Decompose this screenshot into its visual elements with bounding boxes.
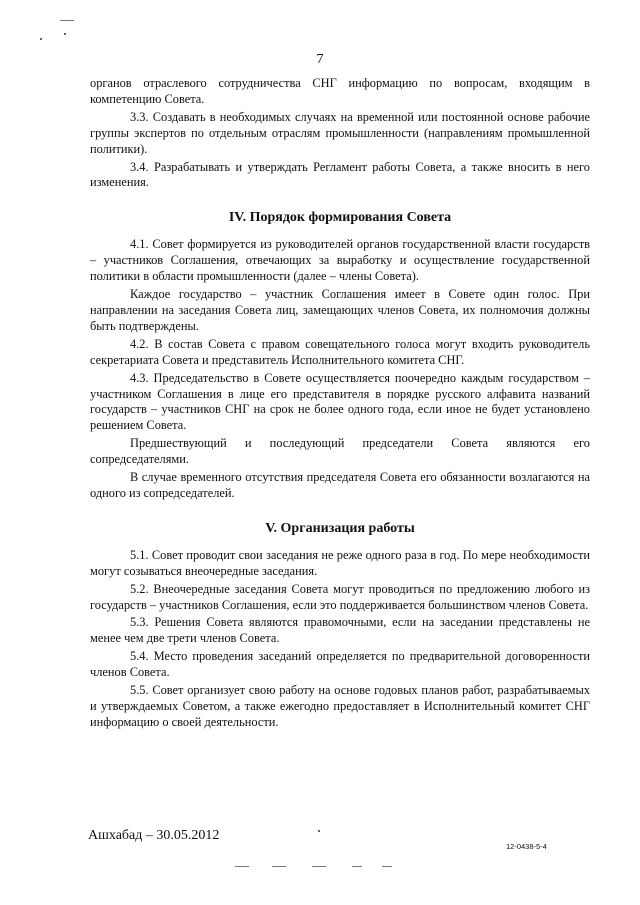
paragraph-5-5: 5.5. Совет организует свою работу на основе годовых планов работ, разрабатываемых и утверждаемых Советом, а также ежегодно предоставляет в Исполнительный комитет СНГ информацию о своей деятельности. — [90, 683, 590, 729]
scan-mark — [40, 38, 42, 40]
scan-mark — [235, 866, 249, 867]
section-heading-iv: IV. Порядок формирования Совета — [228, 210, 452, 226]
footer-place-date: Ашхабад – 30.05.2012 — [88, 828, 220, 843]
footer-doc-code: 12-0438-5-4 — [506, 842, 547, 851]
scan-mark — [60, 20, 74, 21]
paragraph-5-2: 5.2. Внеочередные заседания Совета могут проводиться по предложению любого из государств – участников Соглашения, если это поддерживается большинством членов Совета. — [90, 581, 590, 612]
scan-mark — [318, 830, 320, 832]
paragraph-4-2: 4.2. В состав Совета с правом совещательного голоса могут входить руководитель секретариата Совета и представитель Исполнительного комитета СНГ. — [90, 336, 590, 367]
section-heading-v: V. Организация работы — [265, 520, 415, 536]
paragraph-4-3: 4.3. Председательство в Совете осуществляется поочередно каждым государством – участником Соглашения в лице его представителя в порядке русского алфавита названий государств – участников СНГ на срок не более одного года, если иное не будет установлено решением Совета. — [90, 370, 590, 433]
paragraph-5-4: 5.4. Место проведения заседаний определяется по предварительной договоренности членов Совета. — [90, 649, 590, 680]
paragraph: Предшествующий и последующий председатели Совета являются его сопредседателями. — [90, 436, 590, 467]
paragraph: Каждое государство – участник Соглашения имеет в Совете один голос. При направлении на заседания Совета лиц, замещающих членов Совета, их полномочия должны быть подтверждены. — [90, 287, 590, 333]
paragraph-5-3: 5.3. Решения Совета являются правомочными, если на заседании представлены не менее чем две трети членов Совета. — [90, 615, 590, 646]
paragraph: В случае временного отсутствия председателя Совета его обязанности возлагаются на одного из сопредседателей. — [90, 470, 590, 500]
scan-mark — [312, 866, 326, 867]
paragraph-5-1: 5.1. Совет проводит свои заседания не реже одного раза в год. По мере необходимости могут созываться внеочередные заседания. — [90, 547, 590, 578]
scan-mark — [352, 866, 362, 867]
paragraph-3-3: 3.3. Создавать в необходимых случаях на временной или постоянной основе рабочие группы экспертов по отдельным отраслям промышленности (направлениям промышленной политики). — [90, 109, 590, 156]
scan-mark — [382, 866, 392, 867]
scan-mark — [272, 866, 286, 867]
paragraph-3-4: 3.4. Разрабатывать и утверждать Регламент работы Совета, а также вносить в него изменения. — [90, 159, 590, 190]
page-number: 7 — [316, 52, 324, 67]
paragraph: органов отраслевого сотрудничества СНГ информацию по вопросам, входящим в компетенцию Совета. — [90, 76, 590, 106]
scan-mark — [64, 33, 66, 35]
paragraph-4-1: 4.1. Совет формируется из руководителей органов государственной власти государств – участников Соглашения, отвечающих за выработку и осуществление государственной политики в области промышленности (далее – члены Совета). — [90, 237, 590, 284]
document-body — [90, 76, 590, 733]
